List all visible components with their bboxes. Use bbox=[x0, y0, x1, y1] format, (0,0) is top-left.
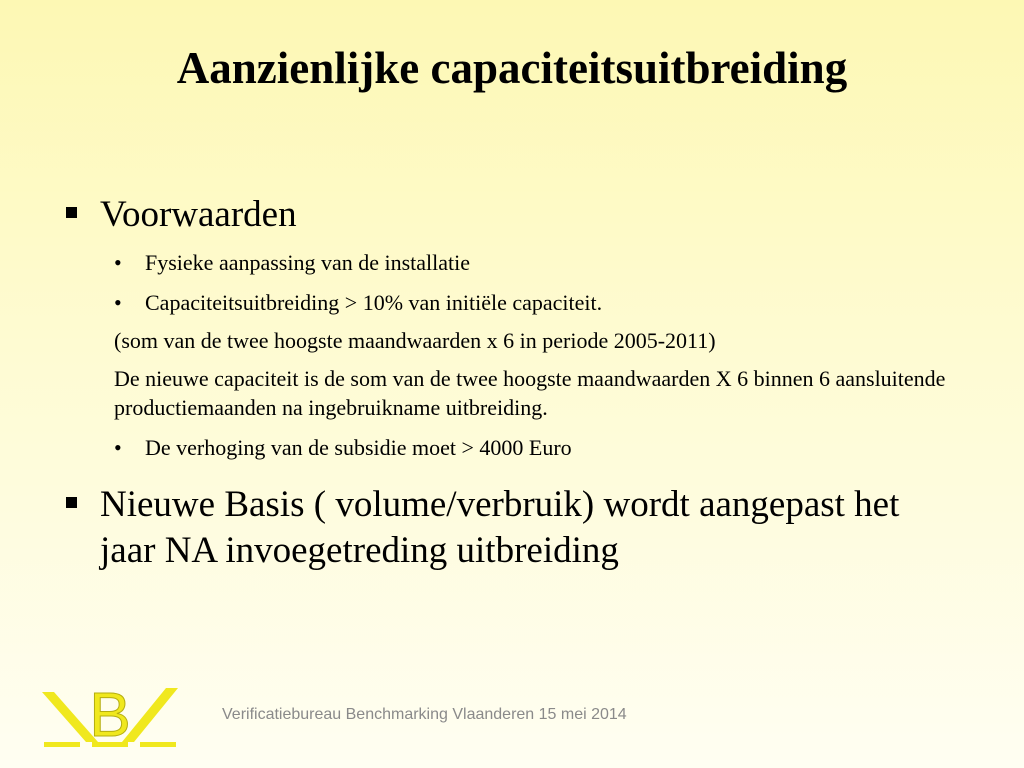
vbv-logo-icon bbox=[42, 678, 178, 750]
slide-title: Aanzienlijke capaciteitsuitbreiding bbox=[176, 43, 848, 93]
bullet-nieuwe-basis bbox=[64, 482, 964, 574]
logo-letter: B bbox=[89, 681, 131, 750]
note-text: De nieuwe capaciteit is de som van de twee hoogste maandwaarden X 6 binnen 6 aansluitende productiemaanden na ingebruikname uitbreiding. bbox=[114, 366, 946, 420]
sub-bullet-text: Fysieke aanpassing van de installatie bbox=[145, 250, 471, 275]
sub-bullet-item bbox=[114, 248, 964, 277]
slide-body bbox=[64, 192, 964, 574]
note-text: (som van de twee hoogste maandwaarden x 6 in periode 2005-2011) bbox=[114, 328, 716, 353]
sub-bullet-item bbox=[114, 433, 964, 462]
bullet-text: Nieuwe Basis ( volume/verbruik) wordt aangepast het jaar NA invoegetreding uitbreiding bbox=[100, 484, 900, 571]
bullet-voorwaarden bbox=[64, 192, 964, 237]
square-bullet-icon bbox=[66, 207, 77, 218]
round-bullet-icon: • bbox=[114, 435, 122, 460]
round-bullet-icon: • bbox=[114, 290, 122, 315]
sub-bullet-text: Capaciteitsuitbreiding > 10% van initiële capaciteit. bbox=[145, 290, 603, 315]
sub-bullet-item bbox=[114, 288, 964, 317]
sub-bullet-text: De verhoging van de subsidie moet > 4000 Euro bbox=[145, 435, 572, 460]
sub-list bbox=[114, 248, 964, 462]
footer-text: Verificatiebureau Benchmarking Vlaanderen 15 mei 2014 bbox=[222, 706, 627, 723]
bullet-text: Voorwaarden bbox=[100, 194, 297, 235]
square-bullet-icon bbox=[66, 497, 77, 508]
round-bullet-icon: • bbox=[114, 250, 122, 275]
